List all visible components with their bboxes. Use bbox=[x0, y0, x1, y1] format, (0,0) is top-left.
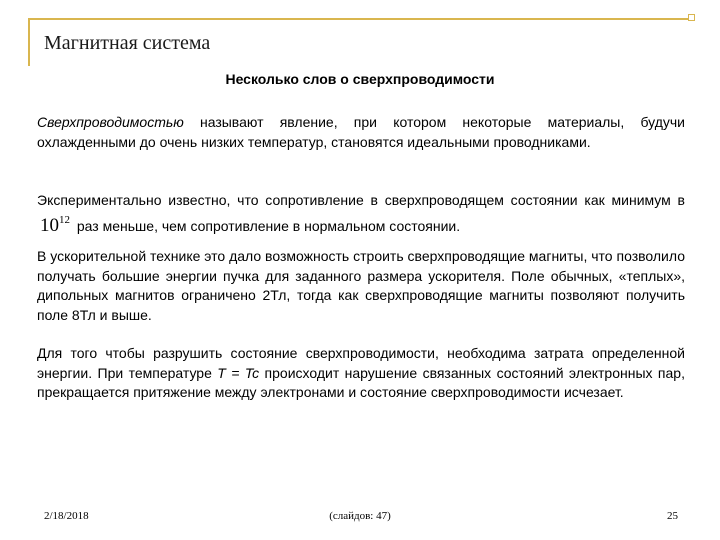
term-superconductivity: Сверхпроводимостью bbox=[37, 114, 184, 130]
section-subtitle: Несколько слов о сверхпроводимости bbox=[225, 71, 495, 87]
frame-left-line bbox=[28, 18, 30, 66]
frame-top-line bbox=[28, 18, 692, 20]
paragraph-energy bbox=[37, 344, 685, 403]
temperature-formula: T = Tc bbox=[217, 364, 260, 381]
energy-text-end: происходит нарушение связанных состояний электронных пар, прекращается притяжение между электронами и состояние сверхпроводимости исчезает. bbox=[37, 364, 685, 400]
paragraph-definition bbox=[37, 113, 685, 152]
footer-slide-count: (слайдов: 47) bbox=[329, 510, 391, 522]
resistance-text-end: раз меньше, чем сопротивление в нормальном состоянии. bbox=[76, 217, 461, 234]
paragraph-resistance bbox=[37, 191, 685, 236]
footer-date: 2/18/2018 bbox=[44, 510, 89, 522]
paragraph-accelerator: В ускорительной технике это дало возможность строить сверхпроводящие магниты, что позволило получать большие энергии пучка для заданного размера ускорителя. Поле обычных, «теплых», дипольных магнитов ограничено 2Тл, тогда как сверхпроводящие магниты позволяют получить поле 8Тл и выше. bbox=[37, 248, 685, 323]
power-of-ten bbox=[40, 215, 70, 236]
definition-text: называют явление, при котором некоторые материалы, будучи охлажденными до очень низких температур, становятся идеальными проводниками. bbox=[37, 114, 685, 150]
frame-corner-square bbox=[688, 14, 695, 21]
resistance-text-start: Экспериментально известно, что сопротивление в сверхпроводящем состоянии как минимум в bbox=[37, 192, 685, 208]
page-title: Магнитная система bbox=[44, 32, 211, 54]
footer-page-number: 25 bbox=[667, 510, 678, 522]
power-base: 10 bbox=[40, 214, 59, 236]
power-exponent: 12 bbox=[59, 213, 70, 226]
energy-text-start: Для того чтобы разрушить состояние сверхпроводимости, необходима затрата определенной энергии. При температуре bbox=[37, 345, 685, 381]
